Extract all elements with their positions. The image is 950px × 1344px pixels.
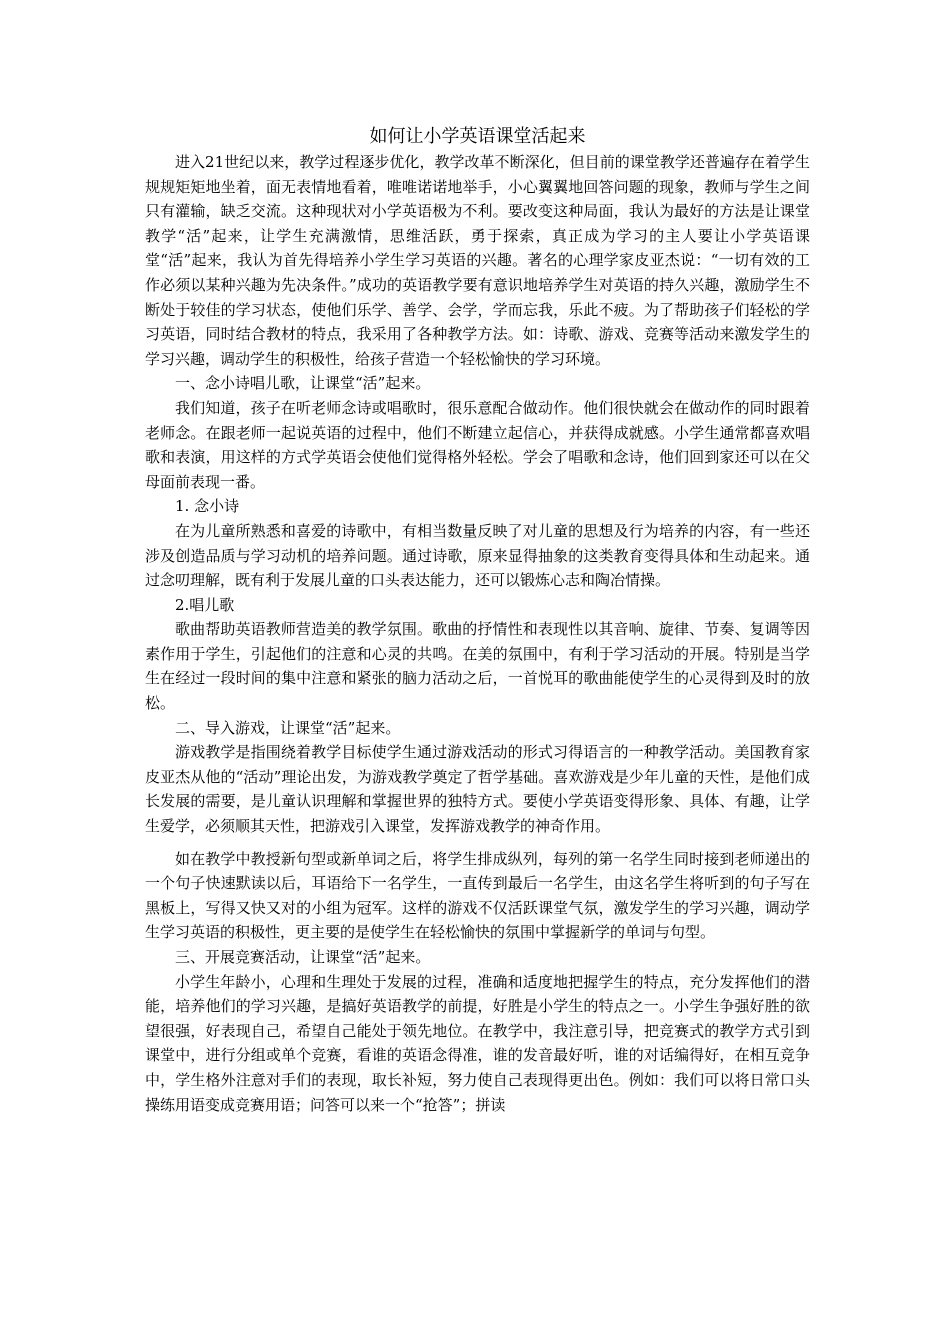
section-2-paragraph-1: 游戏教学是指围绕着教学目标使学生通过游戏活动的形式习得语言的一种教学活动。美国教育家皮亚杰从他的“活动”理论出发，为游戏教学奠定了哲学基础。喜欢游戏是少年儿童的天性，是他们成长发展的需要，是儿童认识理解和掌握世界的独特方式。要使小学英语变得形象、具体、有趣，让学生爱学，必须顺其天性，把游戏引入课堂，发挥游戏教学的神奇作用。 [145, 743, 810, 836]
section-3-heading: 三、开展竞赛活动，让课堂“活”起来。 [175, 948, 431, 966]
paragraph-spacer [145, 839, 810, 847]
section-1-paragraph: 我们知道，孩子在听老师念诗或唱歌时，很乐意配合做动作。他们很快就会在做动作的同时跟着老师念。在跟老师一起说英语的过程中，他们不断建立起信心，并获得成就感。小学生通常都喜欢唱歌和表演，用这样的方式学英语会使他们觉得格外轻松。学会了唱歌和念诗，他们回到家还可以在父母面前表现一番。 [145, 398, 810, 491]
intro-paragraph: 进入21世纪以来，教学过程逐步优化，教学改革不断深化，但目前的课堂教学还普遍存在着学生规规矩矩地坐着，面无表情地看着，唯唯诺诺地举手，小心翼翼地回答问题的现象，教师与学生之间只有灌输，缺乏交流。这种现状对小学英语极为不利。要改变这种局面，我认为最好的方法是让课堂教学“活”起来，让学生充满激情，思维活跃，勇于探索，真正成为学习的主人要让小学英语课堂“活”起来，我认为首先得培养小学生学习英语的兴趣。著名的心理学家皮亚杰说：“一切有效的工作必须以某种兴趣为先决条件。”成功的英语教学要有意识地培养学生对英语的持久兴趣，激励学生不断处于较佳的学习状态，使他们乐学、善学、会学，学而忘我，乐此不疲。为了帮助孩子们轻松的学习英语，同时结合教材的特点，我采用了各种教学方法。如：诗歌、游戏、竞赛等活动来激发学生的学习兴趣，调动学生的积极性，给孩子营造一个轻松愉快的学习环境。 [145, 153, 810, 368]
document-page [145, 124, 810, 1117]
section-1-heading: 一、念小诗唱儿歌，让课堂“活”起来。 [175, 374, 431, 393]
subsection-1-heading: 1. 念小诗 [175, 497, 240, 516]
subsection-2-heading: 2.唱儿歌 [175, 595, 235, 614]
subsection-2-paragraph: 歌曲帮助英语教师营造美的教学氛围。歌曲的抒情性和表现性以其音响、旋律、节奏、复调等因素作用于学生，引起他们的注意和心灵的共鸣。在美的氛围中，有利于学习活动的开展。特别是当学生在经过一段时间的集中注意和紧张的脑力活动之后，一首悦耳的歌曲能使学生的心灵得到及时的放松。 [145, 620, 810, 713]
section-2-heading: 二、导入游戏，让课堂“活”起来。 [175, 718, 401, 737]
document-title: 如何让小学英语课堂活起来 [369, 126, 586, 147]
section-2-paragraph-2: 如在教学中教授新句型或新单词之后，将学生排成纵列，每列的第一名学生同时接到老师递出的一个句子快速默读以后，耳语给下一名学生，一直传到最后一名学生，由这名学生将听到的句子写在黑板上，写得又快又对的小组为冠军。这样的游戏不仅活跃课堂气氛，激发学生的学习兴趣，调动学生学习英语的积极性，更主要的是使学生在轻松愉快的氛围中掌握新学的单词与句型。 [145, 849, 810, 942]
section-3-paragraph: 小学生年龄小，心理和生理处于发展的过程，准确和适度地把握学生的特点，充分发挥他们的潜能，培养他们的学习兴趣，是搞好英语教学的前提，好胜是小学生的特点之一。小学生争强好胜的欲望很强，好表现自己，希望自己能处于领先地位。在教学中，我注意引导，把竞赛式的教学方式引到课堂中，进行分组或单个竞赛，看谁的英语念得准，谁的发音最好听，谁的对话编得好，在相互竞争中，学生格外注意对手们的表现，取长补短，努力使自己表现得更出色。例如：我们可以将日常口头操练用语变成竞赛用语；问答可以来一个“抢答”；拼读 [145, 972, 810, 1114]
subsection-1-paragraph: 在为儿童所熟悉和喜爱的诗歌中，有相当数量反映了对儿童的思想及行为培养的内容，有一些还涉及创造品质与学习动机的培养问题。通过诗歌，原来显得抽象的这类教育变得具体和生动起来。通过念叨理解，既有利于发展儿童的口头表达能力，还可以锻炼心志和陶冶情操。 [145, 521, 810, 590]
